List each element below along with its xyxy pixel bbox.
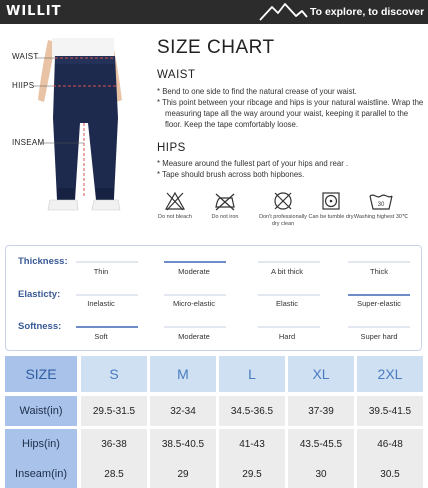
do-not-bleach-icon bbox=[164, 190, 186, 212]
hips-label: HIIPS bbox=[12, 81, 35, 90]
table-cell: 30.5 bbox=[357, 459, 423, 488]
softness-bar bbox=[348, 326, 410, 328]
waist-instructions bbox=[157, 86, 425, 130]
table-cell: 32-34 bbox=[150, 396, 216, 426]
elasticity-bar bbox=[164, 294, 226, 296]
do-not-iron-icon bbox=[213, 190, 237, 212]
table-cell: 41-43 bbox=[219, 429, 285, 459]
wash-30-icon bbox=[368, 190, 394, 212]
elasticity-bar-selected bbox=[348, 294, 410, 296]
care-label: Washing highest 30℃ bbox=[353, 214, 409, 220]
table-cell: 29.5-31.5 bbox=[81, 396, 147, 426]
care-do-not-iron bbox=[197, 190, 253, 221]
table-header-cell: L bbox=[219, 356, 285, 392]
svg-text:30: 30 bbox=[377, 202, 385, 208]
table-header-size: SIZE bbox=[5, 356, 77, 392]
table-header-cell: XL bbox=[288, 356, 354, 392]
table-cell: 29.5 bbox=[219, 459, 285, 488]
softness-bar-selected bbox=[76, 326, 138, 328]
thickness-bar bbox=[76, 261, 138, 263]
softness-option: Super hard bbox=[360, 332, 398, 341]
table-cell: 38.5-40.5 bbox=[150, 429, 216, 459]
care-label: Do not iron bbox=[211, 214, 239, 220]
table-cell: 36-38 bbox=[81, 429, 147, 459]
table-header-cell: S bbox=[81, 356, 147, 392]
table-cell: 39.5-41.5 bbox=[357, 396, 423, 426]
size-chart-title: SIZE CHART bbox=[157, 37, 275, 58]
thickness-option: Thin bbox=[93, 267, 109, 276]
do-not-dry-clean-icon bbox=[272, 190, 294, 212]
fabric-properties-panel bbox=[5, 245, 422, 351]
table-cell: 46-48 bbox=[357, 429, 423, 459]
thickness-option: A bit thick bbox=[270, 267, 304, 276]
thickness-bar bbox=[258, 261, 320, 263]
table-row-label: Inseam(in) bbox=[5, 459, 77, 488]
header-bar bbox=[0, 0, 428, 24]
tagline: To explore, to discover bbox=[310, 6, 425, 18]
table-cell: 28.5 bbox=[81, 459, 147, 488]
softness-bar bbox=[164, 326, 226, 328]
care-label: Don't professionally dry clean bbox=[259, 214, 307, 227]
table-cell: 34.5-36.5 bbox=[219, 396, 285, 426]
care-label: Can be tumble dry bbox=[308, 214, 354, 220]
model-illustration bbox=[0, 28, 150, 238]
care-label: Do not bleach bbox=[158, 214, 192, 220]
waist-bullet: * Bend to one side to find the natural crease of your waist. bbox=[157, 87, 357, 96]
hips-bullet: * Measure around the fullest part of your hips and rear . bbox=[157, 159, 349, 168]
table-row-label: Hips(in) bbox=[5, 429, 77, 459]
care-tumble-dry bbox=[303, 190, 359, 221]
waist-label: WAIST bbox=[12, 52, 39, 61]
mountain-logo-icon bbox=[258, 2, 308, 22]
elasticity-bar bbox=[76, 294, 138, 296]
table-cell: 30 bbox=[288, 459, 354, 488]
care-wash-30 bbox=[353, 190, 409, 221]
waist-heading: WAIST bbox=[157, 69, 196, 81]
thickness-bar bbox=[348, 261, 410, 263]
elasticity-option: Micro-elastic bbox=[172, 299, 216, 308]
elasticity-option: Elastic bbox=[275, 299, 299, 308]
brand-logo: WILLIT bbox=[6, 4, 62, 19]
elasticity-option: Inelastic bbox=[87, 299, 115, 308]
hips-instructions bbox=[157, 158, 425, 180]
thickness-option: Thick bbox=[370, 267, 388, 276]
table-header-cell: M bbox=[150, 356, 216, 392]
table-cell: 29 bbox=[150, 459, 216, 488]
elasticity-bar bbox=[258, 294, 320, 296]
elasticity-option: Super-elastic bbox=[357, 299, 401, 308]
softness-option: Soft bbox=[94, 332, 108, 341]
hips-bullet: * Tape should brush across both hipbones. bbox=[157, 170, 305, 179]
softness-option: Hard bbox=[278, 332, 296, 341]
hips-heading: HIPS bbox=[157, 142, 186, 154]
table-cell: 37-39 bbox=[288, 396, 354, 426]
elasticity-label: Elasticty: bbox=[18, 289, 61, 300]
table-row-label: Waist(in) bbox=[5, 396, 77, 426]
softness-option: Moderate bbox=[178, 332, 210, 341]
table-header-cell: 2XL bbox=[357, 356, 423, 392]
thickness-bar-selected bbox=[164, 261, 226, 263]
softness-label: Softness: bbox=[18, 321, 62, 332]
waist-bullet: * This point between your ribcage and hips is your natural waistline. Wrap the measuring tape all the way around your waist, keeping it parallel to the floor. Keep the tape comfortably loose. bbox=[157, 98, 424, 129]
softness-bar bbox=[258, 326, 320, 328]
thickness-label: Thickness: bbox=[18, 256, 68, 267]
inseam-label: INSEAM bbox=[12, 138, 45, 147]
care-do-not-bleach bbox=[147, 190, 203, 221]
tumble-dry-icon bbox=[320, 190, 342, 212]
thickness-option: Moderate bbox=[178, 267, 210, 276]
table-cell: 43.5-45.5 bbox=[288, 429, 354, 459]
